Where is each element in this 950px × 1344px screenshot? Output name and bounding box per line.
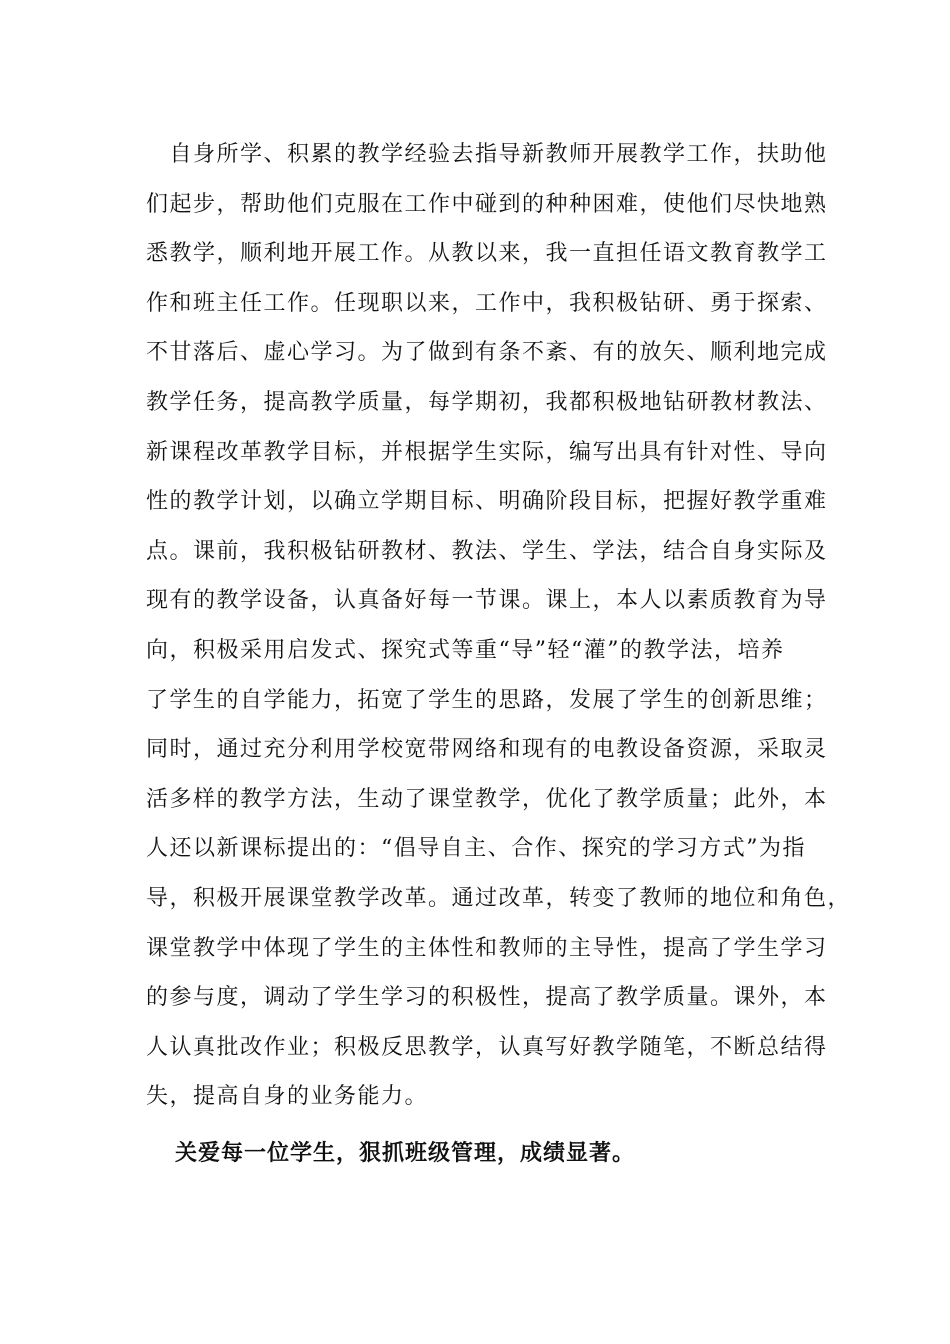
paragraph-line: 的参与度，调动了学生学习的积极性，提高了教学质量。课外，本	[146, 985, 828, 1011]
paragraph-line: 失，提高自身的业务能力。	[146, 1084, 429, 1110]
paragraph-line: 活多样的教学方法，生动了课堂教学，优化了教学质量；此外，本	[146, 786, 828, 812]
paragraph-line: 们起步，帮助他们克服在工作中碰到的种种困难，使他们尽快地熟	[146, 191, 828, 217]
paragraph-line: 人还以新课标提出的：“倡导自主、合作、探究的学习方式”为指	[146, 836, 806, 862]
paragraph-line: 现有的教学设备，认真备好每一节课。课上，本人以素质教育为导	[146, 588, 828, 614]
paragraph-line: 教学任务，提高教学质量，每学期初，我都积极地钻研教材教法、	[146, 389, 828, 415]
paragraph-line: 导，积极开展课堂教学改革。通过改革，转变了教师的地位和角色，	[146, 885, 852, 911]
body-paragraph	[146, 130, 852, 1122]
paragraph-line: 点。课前，我积极钻研教材、教法、学生、学法，结合自身实际及	[146, 538, 828, 564]
paragraph-line: 人认真批改作业；积极反思教学，认真写好教学随笔，不断总结得	[146, 1034, 828, 1060]
paragraph-line: 作和班主任工作。任现职以来，工作中，我积极钻研、勇于探索、	[146, 290, 828, 316]
paragraph-line: 了学生的自学能力，拓宽了学生的思路，发展了学生的创新思维；	[146, 687, 828, 713]
paragraph-line: 不甘落后、虚心学习。为了做到有条不紊、有的放矢、顺利地完成	[146, 340, 828, 366]
paragraph-line: 悉教学，顺利地开展工作。从教以来，我一直担任语文教育教学工	[146, 241, 828, 267]
paragraph-line: 课堂教学中体现了学生的主体性和教师的主导性，提高了学生学习	[146, 935, 828, 961]
paragraph-line: 自身所学、积累的教学经验去指导新教师开展教学工作，扶助他	[146, 142, 828, 167]
paragraph-line: 同时，通过充分利用学校宽带网络和现有的电教设备资源，采取灵	[146, 737, 828, 763]
paragraph-line: 新课程改革教学目标，并根据学生实际，编写出具有针对性、导向	[146, 439, 828, 465]
section-heading: 关爱每一位学生，狠抓班级管理，成绩显著。	[175, 1141, 636, 1166]
paragraph-line: 向，积极采用启发式、探究式等重“导”轻“灌”的教学法，培养	[146, 637, 785, 663]
paragraph-line: 性的教学计划，以确立学期目标、明确阶段目标，把握好教学重难	[146, 489, 828, 515]
